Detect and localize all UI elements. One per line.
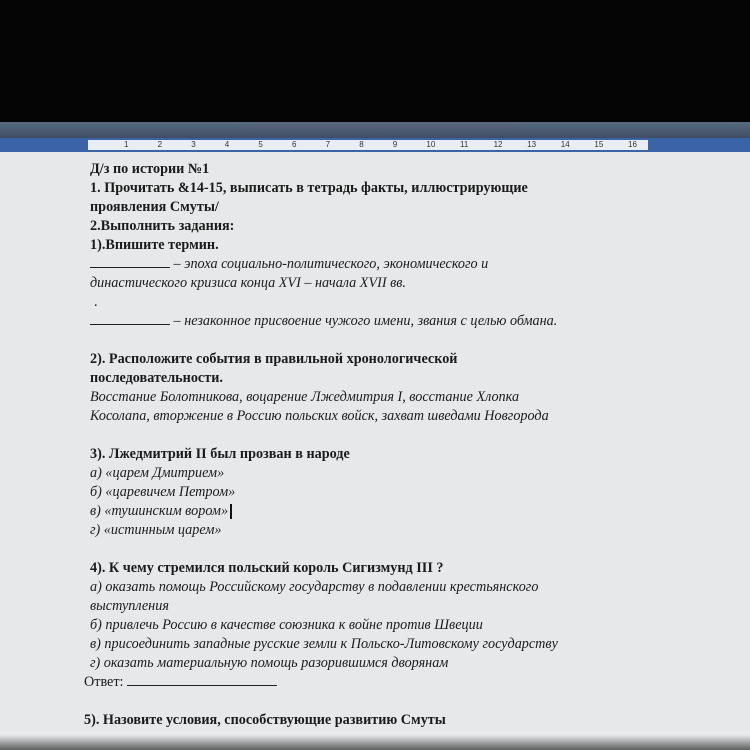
ruler-mark: 8 xyxy=(359,140,364,149)
ruler-mark: 14 xyxy=(560,140,570,149)
ruler[interactable] xyxy=(0,138,750,152)
question-1-b-text: – незаконное присвоение чужого имени, звания с целью обмана. xyxy=(173,313,558,329)
question-4: 4). К чему стремился польский король Сигизмунд III ? xyxy=(90,560,444,576)
ruler-mark: 4 xyxy=(224,140,230,149)
ruler-mark: 15 xyxy=(594,140,604,149)
question-1-a-text: – эпоха социально-политического, экономического и xyxy=(173,256,489,272)
question-5: 5). Назовите условия, способствующие развитию Смуты xyxy=(84,712,446,728)
question-2-text-2: Косолапа, вторжение в Россию польских войск, захват шведами Новгорода xyxy=(90,408,549,424)
ruler-mark: 6 xyxy=(292,140,297,149)
option-a-cont: выступления xyxy=(90,598,169,614)
task-1-cont: проявления Смуты/ xyxy=(90,199,219,215)
question-1: 1).Впишите термин. xyxy=(90,237,219,253)
text-cursor xyxy=(230,504,232,519)
question-2: 2). Расположите события в правильной хронологической xyxy=(90,351,458,367)
document-body[interactable] xyxy=(84,160,730,730)
question-1-a-cont: династического кризиса конца XVI – начала XVII вв. xyxy=(90,275,406,291)
question-2-cont: последовательности. xyxy=(90,370,223,386)
doc-title: Д/з по истории №1 xyxy=(90,161,210,177)
question-1-a xyxy=(90,255,730,274)
option-c xyxy=(90,502,730,521)
option-b: б) привлечь Россию в качестве союзника к войне против Швеции xyxy=(90,617,483,633)
option-a: а) «царем Дмитрием» xyxy=(90,465,225,481)
ruler-mark: 1 xyxy=(124,140,129,149)
ruler-mark: 11 xyxy=(460,140,469,149)
ruler-mark: 7 xyxy=(325,140,331,149)
option-c-text: в) «тушинским вором» xyxy=(90,503,229,519)
ruler-mark: 12 xyxy=(493,140,503,149)
ruler-track xyxy=(88,140,648,150)
task-2: 2.Выполнить задания: xyxy=(90,218,235,234)
question-1-b xyxy=(90,312,730,331)
ruler-mark: 16 xyxy=(628,140,637,149)
ruler-mark: 10 xyxy=(426,140,436,149)
option-d: г) «истинным царем» xyxy=(90,522,222,538)
dark-background xyxy=(0,0,750,122)
question-2-text-1: Восстание Болотникова, воцарение Лжедмитрия I, восстание Хлопка xyxy=(90,389,520,405)
ruler-mark: 13 xyxy=(527,140,537,149)
answer-label: Ответ: xyxy=(84,674,124,690)
screen-edge-shadow xyxy=(0,735,750,750)
option-d: г) оказать материальную помощь разорившимся дворянам xyxy=(90,655,449,671)
ruler-mark: 3 xyxy=(191,140,196,149)
ruler-mark: 9 xyxy=(392,140,398,149)
option-a: а) оказать помощь Российскому государству в подавлении крестьянского xyxy=(90,579,539,595)
task-1: 1. Прочитать &14-15, выписать в тетрадь факты, иллюстрирующие xyxy=(90,180,528,196)
ruler-mark: 5 xyxy=(258,140,263,149)
option-b: б) «царевичем Петром» xyxy=(90,484,236,500)
answer-field[interactable] xyxy=(127,673,277,686)
question-1-dot: . xyxy=(94,294,98,310)
answer-blank[interactable] xyxy=(90,312,170,325)
word-toolbar xyxy=(0,122,750,138)
option-c: в) присоединить западные русские земли к Польско-Литовскому государству xyxy=(90,636,558,652)
answer-blank[interactable] xyxy=(90,255,170,268)
ruler-mark: 2 xyxy=(157,140,163,149)
question-3: 3). Лжедмитрий II был прозван в народе xyxy=(90,446,350,462)
answer-row xyxy=(84,673,730,692)
